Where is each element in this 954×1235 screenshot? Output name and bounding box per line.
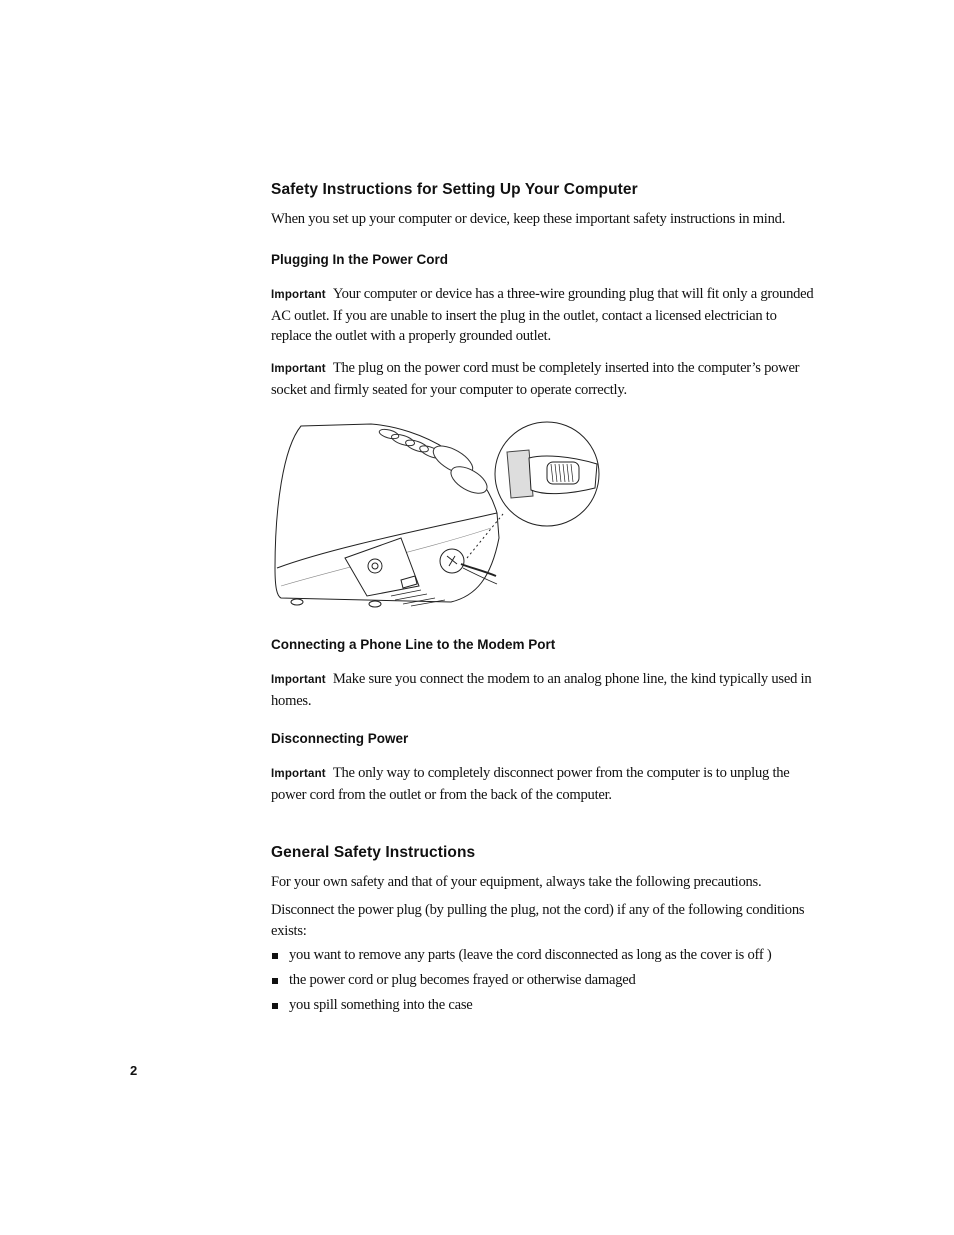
page-number: 2 (130, 1063, 138, 1078)
important-text: The plug on the power cord must be completely inserted into the computer’s power socket and firmly seated for your computer to operate correctly. (271, 360, 800, 398)
important-text: The only way to completely disconnect power from the computer is to unplug the power cord from the outlet or from the back of the computer. (271, 765, 790, 803)
important-text: Your computer or device has a three-wire grounding plug that will fit only a grounded AC outlet. If you are unable to insert the plug in the outlet, contact a licensed electrician to replace the outlet with a properly grounded outlet. (271, 286, 814, 344)
heading-modem: Connecting a Phone Line to the Modem Port (271, 637, 556, 652)
list-item: you want to remove any parts (leave the cord disconnected as long as the cover is off ) (271, 945, 816, 966)
list-item: you spill something into the case (271, 995, 816, 1016)
important-note (271, 284, 816, 347)
important-note (271, 358, 816, 400)
important-text: Make sure you connect the modem to an analog phone line, the kind typically used in homes. (271, 671, 812, 709)
computer-power-cord-illustration (271, 418, 606, 615)
heading-plugging: Plugging In the Power Cord (271, 252, 448, 267)
important-note (271, 669, 816, 711)
general-para-1: For your own safety and that of your equipment, always take the following precautions. (271, 874, 762, 890)
heading-disconnect: Disconnecting Power (271, 731, 409, 746)
important-label: Important (271, 289, 326, 301)
bullet-icon (272, 978, 278, 984)
list-item: the power cord or plug becomes frayed or otherwise damaged (271, 970, 816, 991)
precautions-list (271, 945, 816, 1016)
important-label: Important (271, 363, 326, 375)
important-label: Important (271, 674, 326, 686)
section-title-general: General Safety Instructions (271, 844, 476, 861)
important-label: Important (271, 768, 326, 780)
important-note (271, 763, 816, 805)
general-para-2: Disconnect the power plug (by pulling the plug, not the cord) if any of the following conditions exists: (271, 902, 805, 939)
setup-intro: When you set up your computer or device, keep these important safety instructions in mind. (271, 211, 786, 227)
bullet-icon (272, 953, 278, 959)
section-title-setup: Safety Instructions for Setting Up Your Computer (271, 181, 638, 198)
bullet-icon (272, 1003, 278, 1009)
